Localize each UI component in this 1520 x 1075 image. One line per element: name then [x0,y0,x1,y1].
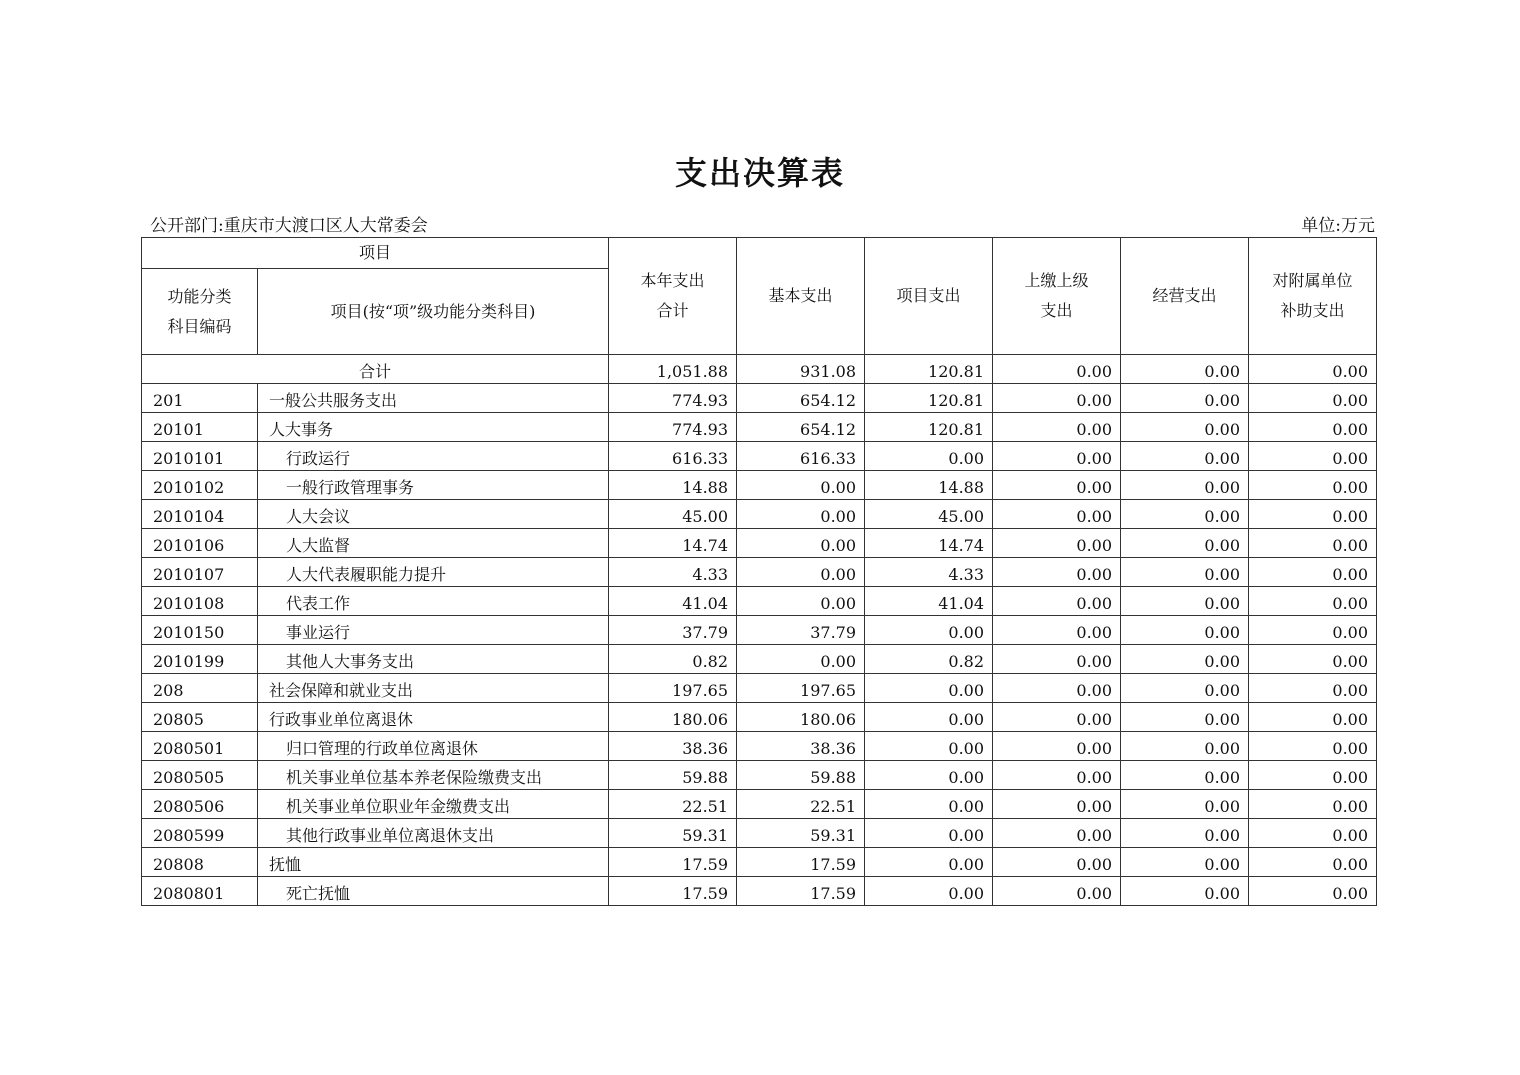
row-value: 0.00 [1249,790,1377,819]
row-value: 0.00 [1249,761,1377,790]
row-value: 41.04 [609,587,737,616]
expenditure-table [141,237,1377,906]
row-code: 2080506 [142,790,258,819]
row-value: 4.33 [865,558,993,587]
row-code: 2010102 [142,471,258,500]
header-business: 经营支出 [1121,238,1249,355]
row-value: 0.00 [737,645,865,674]
row-value: 41.04 [865,587,993,616]
row-value: 0.00 [993,442,1121,471]
total-cell: 0.00 [1249,355,1377,384]
department-label: 公开部门:重庆市大渡口区人大常委会 [150,216,428,236]
row-value: 0.00 [1121,703,1249,732]
row-value: 0.00 [1121,442,1249,471]
row-value: 0.00 [737,529,865,558]
row-code: 20808 [142,848,258,877]
header-total [609,238,737,355]
row-value: 654.12 [737,413,865,442]
total-cell: 120.81 [865,355,993,384]
row-value: 17.59 [737,877,865,906]
table-body [142,355,1377,906]
row-code: 20101 [142,413,258,442]
row-value: 0.00 [993,413,1121,442]
row-value: 22.51 [609,790,737,819]
row-value: 120.81 [865,413,993,442]
row-value: 120.81 [865,384,993,413]
row-name: 机关事业单位职业年金缴费支出 [258,790,609,819]
row-value: 37.79 [737,616,865,645]
header-code [142,269,258,355]
row-code: 2010199 [142,645,258,674]
row-value: 0.00 [1121,471,1249,500]
total-label: 合计 [142,355,609,384]
row-name: 人大事务 [258,413,609,442]
header-subsidy-line2: 补助支出 [1280,301,1345,320]
row-value: 0.00 [993,732,1121,761]
row-code: 2010104 [142,500,258,529]
row-name: 社会保障和就业支出 [258,674,609,703]
row-code: 2080599 [142,819,258,848]
table-row [142,587,1377,616]
row-value: 0.00 [1121,732,1249,761]
row-value: 14.74 [865,529,993,558]
row-name: 抚恤 [258,848,609,877]
row-value: 0.00 [1249,442,1377,471]
row-value: 0.00 [1249,413,1377,442]
row-value: 38.36 [609,732,737,761]
row-code: 2080505 [142,761,258,790]
row-value: 0.00 [865,877,993,906]
row-value: 14.74 [609,529,737,558]
row-value: 17.59 [737,848,865,877]
header-xiangmu: 项目 [142,238,609,269]
row-value: 0.00 [993,761,1121,790]
header-project: 项目支出 [865,238,993,355]
header-name: 项目(按“项”级功能分类科目) [258,269,609,355]
row-value: 0.00 [1121,413,1249,442]
row-value: 37.79 [609,616,737,645]
row-value: 0.00 [1249,732,1377,761]
row-value: 0.00 [993,645,1121,674]
row-value: 0.00 [1249,587,1377,616]
row-value: 0.00 [1249,616,1377,645]
table-row [142,703,1377,732]
table-row [142,616,1377,645]
row-value: 0.00 [1249,645,1377,674]
table-row [142,877,1377,906]
row-value: 0.00 [993,848,1121,877]
row-value: 0.00 [1121,616,1249,645]
table-row [142,471,1377,500]
row-value: 654.12 [737,384,865,413]
row-value: 616.33 [737,442,865,471]
table-row [142,500,1377,529]
row-value: 0.00 [865,761,993,790]
row-value: 0.00 [737,587,865,616]
table-row [142,384,1377,413]
row-name: 一般公共服务支出 [258,384,609,413]
row-value: 0.00 [993,819,1121,848]
row-value: 14.88 [609,471,737,500]
header-upper-line2: 支出 [1040,301,1073,320]
row-value: 0.00 [737,558,865,587]
row-code: 2010150 [142,616,258,645]
row-value: 0.00 [1121,587,1249,616]
header-code-line1: 功能分类 [167,286,232,306]
row-value: 45.00 [609,500,737,529]
row-value: 0.00 [1249,819,1377,848]
row-code: 2010107 [142,558,258,587]
header-upper-line1: 上缴上级 [1024,271,1089,290]
total-row [142,355,1377,384]
row-value: 17.59 [609,848,737,877]
header-subsidy-line1: 对附属单位 [1272,271,1353,290]
row-value: 0.00 [1121,558,1249,587]
row-name: 其他行政事业单位离退休支出 [258,819,609,848]
row-value: 197.65 [609,674,737,703]
row-value: 616.33 [609,442,737,471]
row-value: 0.00 [865,616,993,645]
row-name: 人大会议 [258,500,609,529]
row-value: 0.00 [1249,471,1377,500]
row-value: 0.00 [865,732,993,761]
row-value: 0.00 [1121,819,1249,848]
row-value: 0.00 [1249,848,1377,877]
row-value: 0.00 [737,500,865,529]
row-value: 0.00 [1121,761,1249,790]
row-value: 17.59 [609,877,737,906]
row-value: 59.31 [737,819,865,848]
row-value: 0.00 [1121,877,1249,906]
row-value: 0.00 [1249,558,1377,587]
unit-label: 单位:万元 [1301,216,1375,236]
row-value: 0.00 [1121,674,1249,703]
table-row [142,761,1377,790]
row-value: 59.88 [609,761,737,790]
table-header [142,238,1377,355]
row-name: 行政运行 [258,442,609,471]
row-value: 0.00 [1249,500,1377,529]
row-value: 0.00 [865,819,993,848]
row-value: 774.93 [609,384,737,413]
row-name: 死亡抚恤 [258,877,609,906]
row-value: 0.00 [1121,529,1249,558]
row-name: 一般行政管理事务 [258,471,609,500]
header-basic: 基本支出 [737,238,865,355]
row-value: 4.33 [609,558,737,587]
total-cell: 931.08 [737,355,865,384]
row-value: 59.88 [737,761,865,790]
table-row [142,645,1377,674]
row-value: 0.00 [993,877,1121,906]
row-value: 22.51 [737,790,865,819]
row-value: 180.06 [609,703,737,732]
row-code: 2080501 [142,732,258,761]
row-value: 0.00 [1121,848,1249,877]
table-row [142,558,1377,587]
row-value: 0.00 [993,558,1121,587]
table-row [142,442,1377,471]
total-cell: 0.00 [993,355,1121,384]
total-cell: 1,051.88 [609,355,737,384]
row-value: 14.88 [865,471,993,500]
row-value: 0.00 [1249,384,1377,413]
row-value: 59.31 [609,819,737,848]
row-name: 行政事业单位离退休 [258,703,609,732]
table-row [142,848,1377,877]
row-value: 0.00 [865,703,993,732]
row-value: 0.00 [993,703,1121,732]
row-name: 归口管理的行政单位离退休 [258,732,609,761]
row-value: 180.06 [737,703,865,732]
table-row [142,413,1377,442]
row-name: 机关事业单位基本养老保险缴费支出 [258,761,609,790]
table-row [142,732,1377,761]
row-value: 0.00 [993,500,1121,529]
page-title: 支出决算表 [674,154,845,192]
row-value: 0.00 [1121,645,1249,674]
row-value: 0.82 [865,645,993,674]
row-name: 人大监督 [258,529,609,558]
header-upper [993,238,1121,355]
row-value: 197.65 [737,674,865,703]
row-code: 208 [142,674,258,703]
row-value: 0.00 [993,674,1121,703]
row-name: 代表工作 [258,587,609,616]
row-value: 0.00 [865,442,993,471]
row-code: 201 [142,384,258,413]
row-value: 0.00 [1249,529,1377,558]
row-code: 2010101 [142,442,258,471]
header-total-line2: 合计 [656,301,689,320]
total-cell: 0.00 [1121,355,1249,384]
row-value: 0.00 [737,471,865,500]
row-value: 0.00 [993,587,1121,616]
row-value: 0.00 [1249,703,1377,732]
row-value: 45.00 [865,500,993,529]
row-value: 0.00 [993,790,1121,819]
header-code-line2: 科目编码 [167,316,232,336]
row-name: 事业运行 [258,616,609,645]
row-value: 0.00 [993,616,1121,645]
header-total-line1: 本年支出 [640,271,705,290]
row-value: 0.00 [1249,877,1377,906]
row-value: 774.93 [609,413,737,442]
row-code: 20805 [142,703,258,732]
row-value: 0.82 [609,645,737,674]
row-name: 人大代表履职能力提升 [258,558,609,587]
row-value: 0.00 [993,471,1121,500]
row-code: 2080801 [142,877,258,906]
row-name: 其他人大事务支出 [258,645,609,674]
row-value: 0.00 [865,674,993,703]
table-row [142,674,1377,703]
row-value: 0.00 [1121,790,1249,819]
table-row [142,529,1377,558]
row-value: 0.00 [1249,674,1377,703]
row-value: 0.00 [865,848,993,877]
row-value: 0.00 [993,384,1121,413]
row-value: 0.00 [865,790,993,819]
row-value: 0.00 [1121,500,1249,529]
row-value: 38.36 [737,732,865,761]
header-subsidy [1249,238,1377,355]
row-value: 0.00 [993,529,1121,558]
table-row [142,790,1377,819]
row-code: 2010106 [142,529,258,558]
row-value: 0.00 [1121,384,1249,413]
table-row [142,819,1377,848]
row-code: 2010108 [142,587,258,616]
